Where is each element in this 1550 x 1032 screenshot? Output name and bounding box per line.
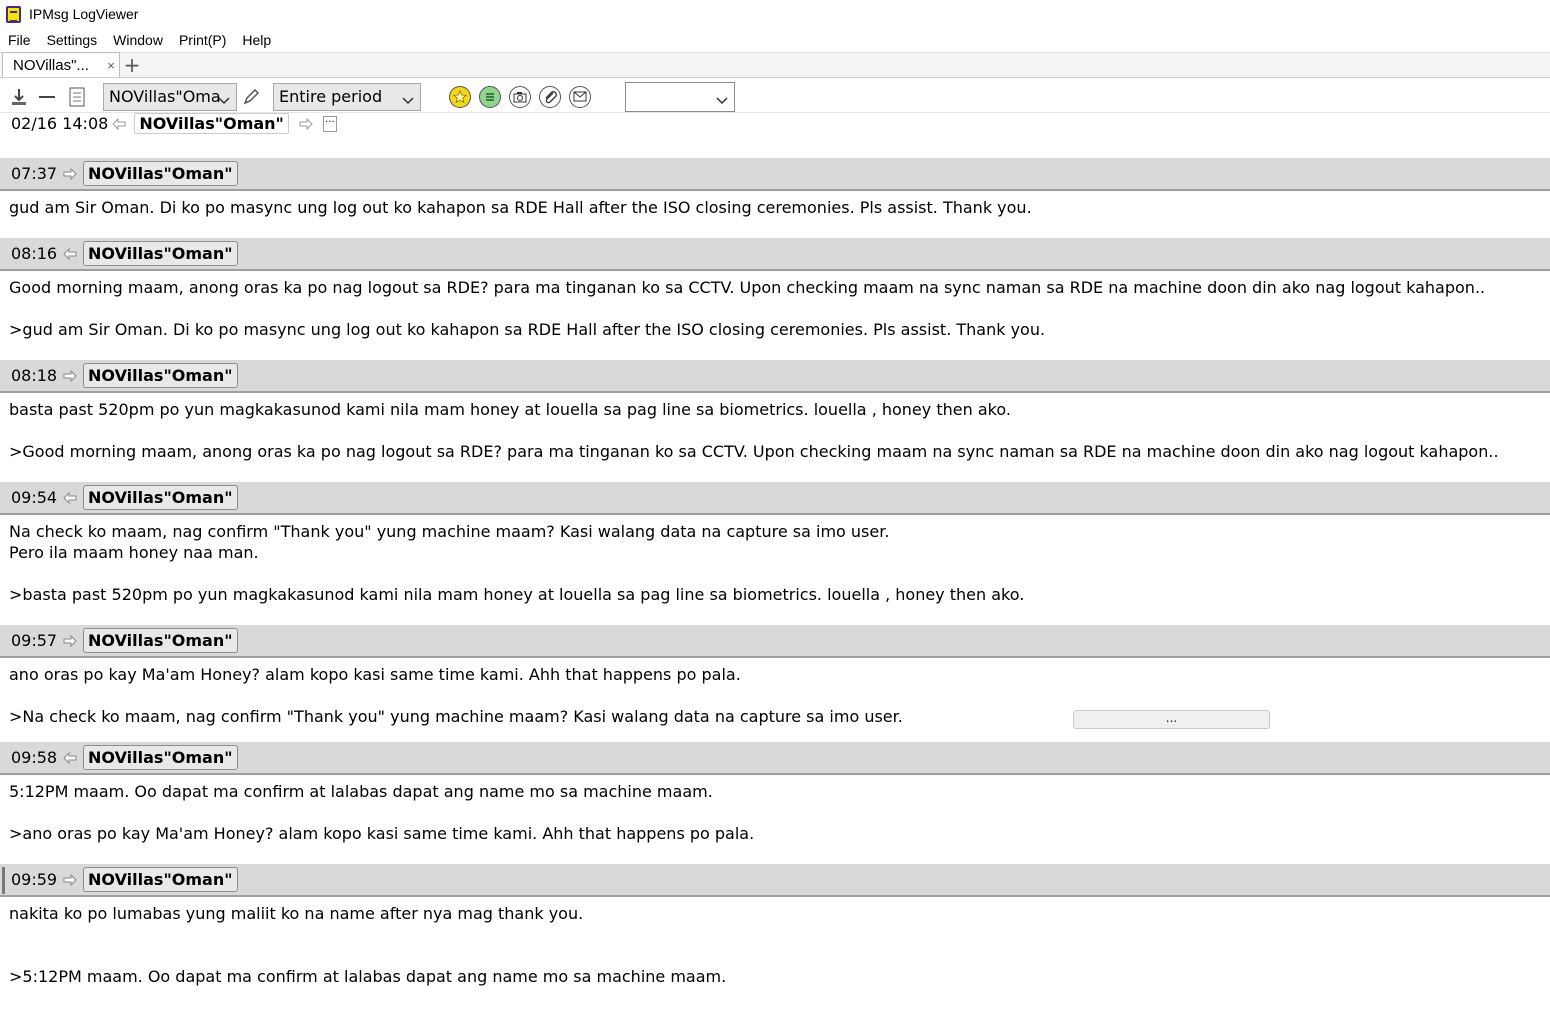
arrow-left-icon [59, 752, 81, 764]
message-header [0, 238, 1550, 271]
arrow-right-icon [59, 635, 81, 647]
arrow-left-icon [108, 118, 130, 130]
message [0, 482, 1550, 625]
message-peer[interactable]: NOVillas"Oman" [83, 363, 238, 388]
message [0, 158, 1550, 238]
message-peer[interactable]: NOVillas"Oman" [83, 745, 238, 770]
chevron-down-icon [218, 91, 230, 110]
message-time: 08:16 [11, 244, 58, 263]
download-icon[interactable] [7, 85, 31, 109]
star-icon[interactable] [449, 86, 471, 108]
message-body: Na check ko maam, nag confirm "Thank you" yung machine maam? Kasi walang data na capture sa imo user. Pero ila maam honey naa man. >basta past 520pm po yun magkakasunod kami nila mam honey at louella sa pag line sa biometrics. louella , honey then ako. [9, 522, 1025, 604]
arrow-left-icon [59, 492, 81, 504]
app-icon [6, 6, 21, 23]
pencil-icon[interactable] [239, 85, 263, 109]
message-header [0, 158, 1550, 191]
arrow-right-icon[interactable] [295, 118, 317, 130]
message [0, 625, 1550, 742]
menu-file[interactable]: File [8, 32, 31, 48]
menu-print[interactable]: Print(P) [178, 32, 227, 48]
message-body: gud am Sir Oman. Di ko po masync ung log out ko kahapon sa RDE Hall after the ISO closing ceremonies. Pls assist. Thank you. [9, 198, 1032, 217]
message-body: Good morning maam, anong oras ka po nag logout sa RDE? para ma tinganan ko sa CCTV. Upon checking maam na sync naman sa RDE na machine doon din ako nag logout kahapon.. >gud am Sir Oman. Di ko po masync ung log out ko kahapon sa RDE Hall after the ISO closing ceremonies. Pls assist. Thank you. [9, 278, 1486, 339]
conversation-header [0, 112, 1550, 134]
chevron-down-icon [402, 91, 414, 110]
more-button[interactable]: ... [1073, 710, 1270, 729]
menu-bar [0, 28, 1550, 52]
arrow-right-icon [59, 874, 81, 886]
header-time: 02/16 14:08 [11, 114, 109, 133]
arrow-right-icon [59, 168, 81, 180]
message-body: basta past 520pm po yun magkakasunod kami nila mam honey at louella sa pag line sa biometrics. louella , honey then ako. >Good morning maam, anong oras ka po nag logout sa RDE? para ma tinganan ko sa CCTV. Upon checking maam na sync naman sa RDE na machine doon din ako nag logout kahapon.. [9, 400, 1499, 461]
toolbar [0, 79, 1550, 114]
header-peer[interactable]: NOVillas"Oman" [134, 113, 289, 134]
menu-settings[interactable]: Settings [46, 32, 98, 48]
message-time: 09:59 [11, 870, 58, 889]
more-options-button[interactable]: ··· [323, 116, 337, 132]
message-peer[interactable]: NOVillas"Oman" [83, 241, 238, 266]
message-body: nakita ko po lumabas yung maliit ko na name after nya mag thank you. >5:12PM maam. Oo dapat ma confirm at lalabas dapat ang name mo sa machine maam. [9, 904, 727, 986]
add-tab-icon[interactable]: + [123, 52, 141, 77]
message-peer[interactable]: NOVillas"Oman" [83, 628, 238, 653]
message [0, 742, 1550, 864]
user-select[interactable] [103, 83, 237, 111]
memo-icon[interactable] [65, 85, 89, 109]
message-body: ano oras po kay Ma'am Honey? alam kopo kasi same time kami. Ahh that happens po pala. >Na check ko maam, nag confirm "Thank you" yung machine maam? Kasi walang data na capture sa imo user. [9, 665, 903, 726]
user-select-value: NOVillas"Oma [109, 87, 221, 106]
chevron-down-icon [716, 91, 728, 110]
message [0, 238, 1550, 360]
message-log [0, 158, 1550, 1007]
tab-bar [0, 52, 1550, 78]
title-bar [0, 0, 1550, 28]
period-select[interactable] [273, 83, 421, 111]
menu-window[interactable]: Window [113, 32, 163, 48]
search-combo[interactable] [625, 82, 735, 112]
tab-label: NOVillas"... [13, 56, 89, 74]
message-header [0, 625, 1550, 658]
message [0, 360, 1550, 482]
arrow-left-icon [59, 248, 81, 260]
message-peer[interactable]: NOVillas"Oman" [83, 485, 238, 510]
message-time: 08:18 [11, 366, 58, 385]
message-header [0, 864, 1550, 897]
message-peer[interactable]: NOVillas"Oman" [83, 867, 238, 892]
message-header [0, 360, 1550, 393]
message-time: 09:57 [11, 631, 58, 650]
message-header [0, 742, 1550, 775]
camera-icon[interactable] [509, 86, 531, 108]
list-icon[interactable] [479, 86, 501, 108]
message-time: 09:58 [11, 748, 58, 767]
period-select-value: Entire period [279, 87, 383, 106]
arrow-right-icon [59, 370, 81, 382]
message-time: 07:37 [11, 164, 58, 183]
message-peer[interactable]: NOVillas"Oman" [83, 161, 238, 186]
message [0, 864, 1550, 1007]
envelope-icon[interactable] [569, 86, 591, 108]
collapse-icon[interactable] [35, 85, 59, 109]
menu-help[interactable]: Help [242, 32, 272, 48]
tab-close-icon[interactable]: × [107, 57, 115, 73]
message-header [0, 482, 1550, 515]
attachment-icon[interactable] [539, 86, 561, 108]
message-body: 5:12PM maam. Oo dapat ma confirm at lalabas dapat ang name mo sa machine maam. >ano oras po kay Ma'am Honey? alam kopo kasi same time kami. Ahh that happens po pala. [9, 782, 755, 843]
window-title: IPMsg LogViewer [29, 6, 139, 22]
tab-conversation[interactable] [2, 52, 120, 77]
message-time: 09:54 [11, 488, 58, 507]
